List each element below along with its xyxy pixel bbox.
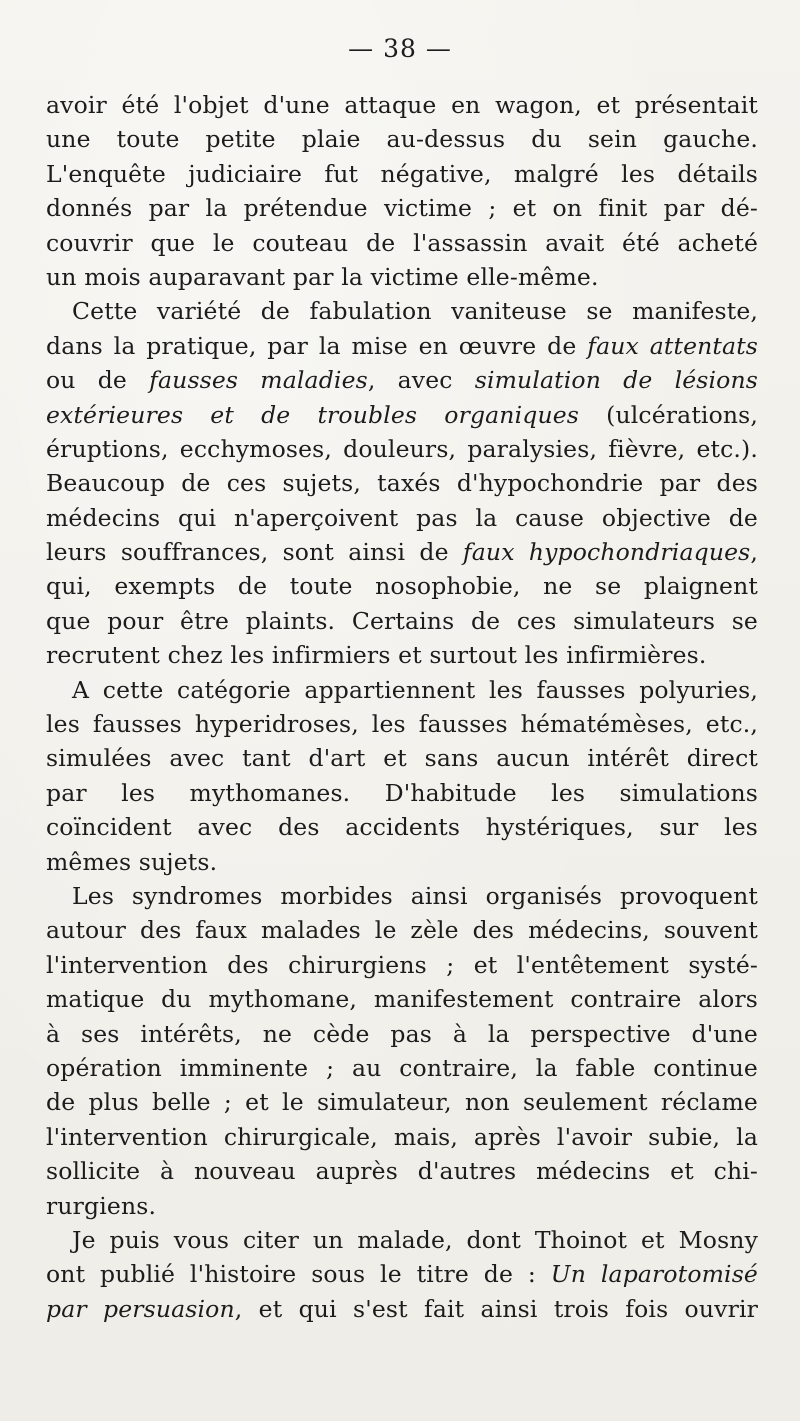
text-line (46, 604, 758, 638)
italic-phrase: faux hypochondriaques (462, 538, 751, 567)
text-line (46, 226, 758, 260)
text-segment: une toute petite plaie au-dessus du sein gauche. (46, 125, 758, 154)
text-segment: Beaucoup de ces sujets, taxés d'hypochondrie par des (46, 469, 758, 498)
text-line (46, 776, 758, 810)
text-segment: dans la pratique, par la mise en œuvre de (46, 331, 588, 360)
italic-phrase: fausses maladies (149, 366, 368, 395)
text-line (46, 913, 758, 947)
text-line (46, 1120, 758, 1154)
text-segment: médecins qui n'aperçoivent pas la cause objective de (46, 503, 758, 532)
text-line (46, 329, 758, 363)
text-segment: que pour être plaints. Certains de ces simulateurs se (46, 606, 758, 635)
text-segment: leurs souffrances, sont ainsi de (46, 538, 463, 567)
text-segment: , et qui s'est fait ainsi trois fois ouvrir (234, 1294, 758, 1323)
text-segment: les fausses hyperidroses, les fausses hématémèses, etc., (46, 710, 758, 739)
text-line (46, 1154, 758, 1188)
text-line (46, 88, 758, 122)
text-segment: mêmes sujets. (46, 847, 218, 876)
text-segment: , (750, 538, 758, 567)
text-line (46, 673, 758, 707)
text-segment: matique du mythomane, manifestement contraire alors (46, 985, 758, 1014)
text-segment: rurgiens. (46, 1191, 157, 1220)
text-line (46, 432, 758, 466)
text-line (46, 157, 758, 191)
text-line (46, 398, 758, 432)
italic-phrase: faux attentats (587, 331, 758, 360)
text-segment: coïncident avec des accidents hystériques, sur les (46, 813, 758, 842)
italic-phrase: par persuasion (46, 1294, 235, 1323)
text-line (46, 741, 758, 775)
text-segment: couvrir que le couteau de l'assassin avait été acheté (46, 228, 758, 257)
text-segment: opération imminente ; au contraire, la fable continue (46, 1053, 758, 1082)
text-segment: à ses intérêts, ne cède pas à la perspective d'une (46, 1019, 758, 1048)
text-segment: Je puis vous citer un malade, dont Thoinot et Mosny (72, 1225, 758, 1254)
text-line (46, 810, 758, 844)
text-segment: sollicite à nouveau auprès d'autres médecins et chi- (46, 1157, 758, 1186)
text-segment: L'enquête judiciaire fut négative, malgré les détails (46, 159, 758, 188)
text-segment: Cette variété de fabulation vaniteuse se manifeste, (72, 297, 758, 326)
text-segment: de plus belle ; et le simulateur, non seulement réclame (46, 1088, 758, 1117)
body-text (46, 88, 758, 1326)
text-line (46, 569, 758, 603)
text-line (46, 1189, 758, 1223)
text-line (46, 501, 758, 535)
text-line (46, 1051, 758, 1085)
text-segment: A cette catégorie appartiennent les fausses polyuries, (72, 675, 758, 704)
text-line (46, 982, 758, 1016)
italic-phrase: simulation de lésions (474, 366, 758, 395)
text-segment: autour des faux malades le zèle des médecins, souvent (46, 916, 758, 945)
italic-phrase: extérieures et de troubles organiques (46, 400, 580, 429)
text-segment: (ulcérations, (579, 400, 759, 429)
text-segment: donnés par la prétendue victime ; et on finit par dé- (46, 194, 758, 223)
text-line (46, 638, 758, 672)
text-segment: recrutent chez les infirmiers et surtout les infirmières. (46, 641, 707, 670)
text-segment: l'intervention chirurgicale, mais, après l'avoir subie, la (46, 1122, 758, 1151)
text-line (46, 1292, 758, 1326)
text-line (46, 122, 758, 156)
text-segment: qui, exempts de toute nosophobie, ne se plaignent (46, 572, 758, 601)
text-segment: éruptions, ecchymoses, douleurs, paralysies, fièvre, etc.). (46, 434, 758, 463)
text-line (46, 466, 758, 500)
text-segment: l'intervention des chirurgiens ; et l'entêtement systé- (46, 950, 758, 979)
text-line (46, 948, 758, 982)
text-line (46, 1223, 758, 1257)
text-line (46, 845, 758, 879)
text-segment: , avec (367, 366, 475, 395)
text-line (46, 191, 758, 225)
text-line (46, 1085, 758, 1119)
text-line (46, 363, 758, 397)
text-segment: ont publié l'histoire sous le titre de : (46, 1260, 551, 1289)
text-segment: avoir été l'objet d'une attaque en wagon, et présentait (46, 91, 758, 119)
text-line (46, 260, 758, 294)
text-line (46, 879, 758, 913)
text-segment: par les mythomanes. D'habitude les simulations (46, 778, 758, 807)
text-segment: simulées avec tant d'art et sans aucun intérêt direct (46, 744, 758, 773)
text-line (46, 707, 758, 741)
page-number: — 38 — (348, 34, 452, 63)
text-line (46, 294, 758, 328)
text-segment: Les syndromes morbides ainsi organisés provoquent (72, 881, 758, 910)
text-line (46, 535, 758, 569)
text-segment: ou de (46, 366, 150, 395)
text-line (46, 1017, 758, 1051)
text-line (46, 1257, 758, 1291)
italic-phrase: Un laparotomisé (550, 1260, 758, 1289)
text-segment: un mois auparavant par la victime elle-même. (46, 262, 599, 291)
